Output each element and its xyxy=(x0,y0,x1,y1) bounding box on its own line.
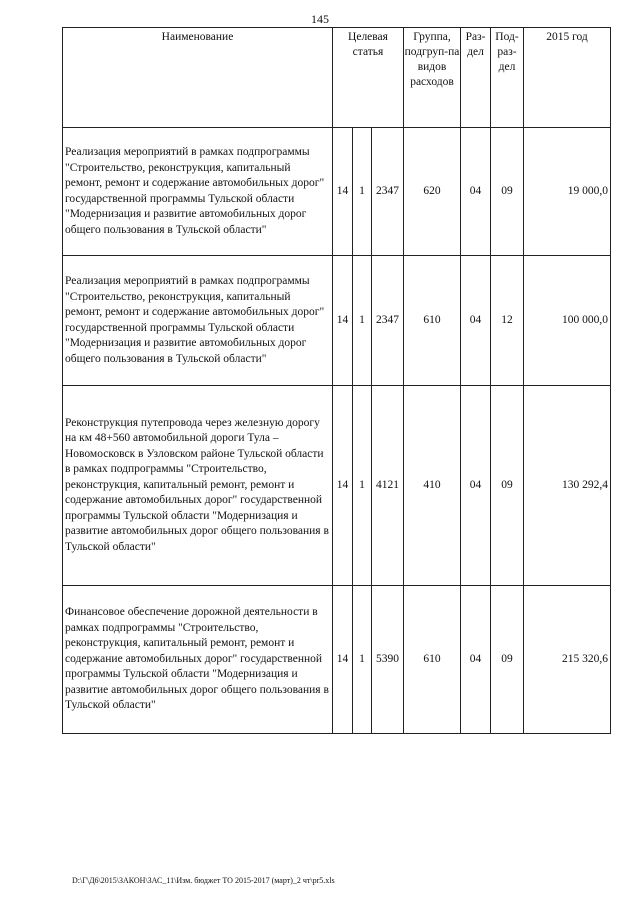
header-subsection: Под-раз-дел xyxy=(491,28,524,128)
row-code-program: 14 xyxy=(333,256,353,386)
file-path-footer: D:\Г\Д6\2015\ЗАКОН\ЗАС_11\Изм. бюджет ТО 2015-2017 (март)_2 чт\pr5.xls xyxy=(72,876,335,885)
row-code-subprogram: 1 xyxy=(353,128,372,256)
row-section: 04 xyxy=(461,256,491,386)
row-code-subprogram: 1 xyxy=(353,586,372,734)
budget-table xyxy=(62,27,611,734)
row-name: Финансовое обеспечение дорожной деятельности в рамках подпрограммы "Строительство, реконструкция, капитальный ремонт, ремонт и содержание автомобильных дорог" государственной программы Тульской области "Модернизация и развитие автомобильных дорог общего пользования в Тульской области" xyxy=(63,586,333,734)
table-row xyxy=(63,256,611,386)
page-number: 145 xyxy=(311,12,329,26)
row-code-program: 14 xyxy=(333,128,353,256)
row-name: Реализация мероприятий в рамках подпрограммы "Строительство, реконструкция, капитальный ремонт, ремонт и содержание автомобильных дорог" государственной программы Тульской области "Модернизация и развитие автомобильных дорог общего пользования в Тульской области" xyxy=(63,256,333,386)
row-amount: 130 292,4 xyxy=(524,386,611,586)
row-code-direction: 4121 xyxy=(372,386,404,586)
header-name: Наименование xyxy=(63,28,333,128)
row-section: 04 xyxy=(461,586,491,734)
row-group: 610 xyxy=(404,256,461,386)
table-row xyxy=(63,128,611,256)
header-year: 2015 год xyxy=(524,28,611,128)
row-group: 620 xyxy=(404,128,461,256)
table-header-row xyxy=(63,28,611,128)
row-code-program: 14 xyxy=(333,386,353,586)
row-code-subprogram: 1 xyxy=(353,256,372,386)
row-group: 610 xyxy=(404,586,461,734)
row-code-direction: 5390 xyxy=(372,586,404,734)
row-amount: 215 320,6 xyxy=(524,586,611,734)
header-group: Группа, подгруп-па видов расходов xyxy=(404,28,461,128)
row-amount: 19 000,0 xyxy=(524,128,611,256)
header-section: Раз-дел xyxy=(461,28,491,128)
row-name: Реализация мероприятий в рамках подпрограммы "Строительство, реконструкция, капитальный ремонт, ремонт и содержание автомобильных дорог" государственной программы Тульской области "Модернизация и развитие автомобильных дорог общего пользования в Тульской области" xyxy=(63,128,333,256)
row-code-direction: 2347 xyxy=(372,256,404,386)
table-row xyxy=(63,586,611,734)
row-subsection: 09 xyxy=(491,586,524,734)
row-name: Реконструкция путепровода через железную дорогу на км 48+560 автомобильной дороги Тула – Новомосковск в Узловском районе Тульской области в рамках подпрограммы "Строительство, реконструкция, капитальный ремонт, ремонт и содержание автомобильных дорог" государственной программы Тульской области "Модернизация и развитие автомобильных дорог общего пользования в Тульской области" xyxy=(63,386,333,586)
row-amount: 100 000,0 xyxy=(524,256,611,386)
table-row xyxy=(63,386,611,586)
row-subsection: 09 xyxy=(491,386,524,586)
row-code-direction: 2347 xyxy=(372,128,404,256)
row-section: 04 xyxy=(461,128,491,256)
row-code-subprogram: 1 xyxy=(353,386,372,586)
header-target: Целевая статья xyxy=(333,28,404,128)
row-subsection: 09 xyxy=(491,128,524,256)
row-group: 410 xyxy=(404,386,461,586)
row-code-program: 14 xyxy=(333,586,353,734)
row-subsection: 12 xyxy=(491,256,524,386)
row-section: 04 xyxy=(461,386,491,586)
